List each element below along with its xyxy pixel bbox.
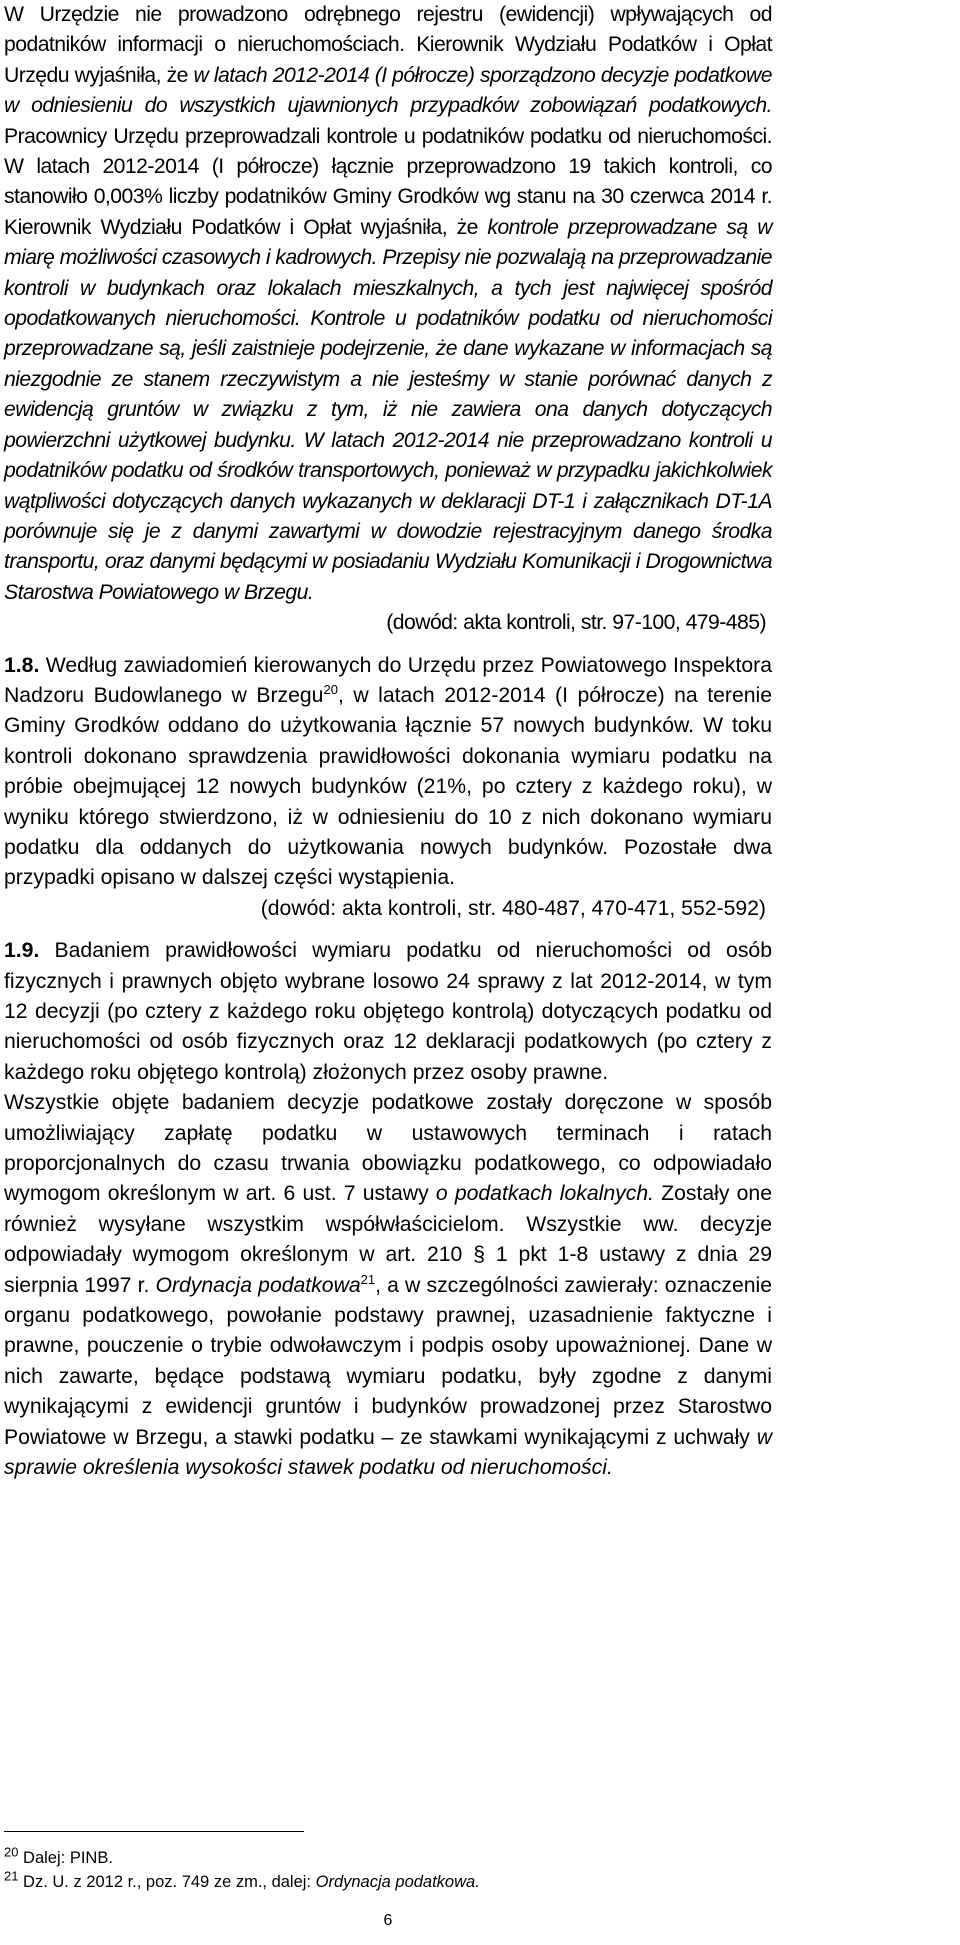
text: Według zawiadomień kierowanych do Urzędu przez Powiatowego Inspektora Nadzoru Budowlanego w Brzegu	[4, 653, 772, 707]
footnote-number: 20	[4, 1844, 19, 1860]
footnote-text: Dz. U. z 2012 r., poz. 749 ze zm., dalej:	[18, 1873, 316, 1891]
paragraph-1-8	[4, 651, 772, 894]
page-number: 6	[383, 1912, 393, 1929]
text: Badaniem prawidłowości wymiaru podatku od nieruchomości od osób fizycznych i prawnych objęto wybrane losowo 24 sprawy z lat 2012-2014, w tym 12 decyzji (po cztery z każdego roku objętego kontrolą) dotyczących podatku od nieruchomości od osób fizycznych oraz 12 deklaracji podatkowych (po cztery z każdego roku objętego kontrolą) złożonych przez osoby prawne.	[4, 939, 772, 1084]
text: , w latach 2012-2014 (I półrocze) na terenie Gminy Grodków oddano do użytkowania łącznie 57 nowych budynków. W toku kontroli dokonano sprawdzenia prawidłowości dokonania wymiaru podatku na próbie obejmującej 12 nowych budynków (21%, po cztery z każdego roku), w wyniku którego stwierdzono, iż w odniesieniu do 10 z nich dokonano wymiaru podatku dla oddanych do użytkowania nowych budynków. Pozostałe dwa przypadki opisano w dalszej części wystąpienia.	[4, 683, 772, 890]
paragraph-decisions	[4, 1088, 772, 1483]
text: Pracownicy Urzędu przeprowadzali kontrole u podatników podatku od nieruchomości. W latach 2012-2014 (I półrocze) łącznie przeprowadzono 19 takich kontroli, co stanowiło 0,003% liczby podatników Gminy Grodków wg stanu na 30 czerwca 2014 r. Kierownik Wydziału Podatków i Opłat wyjaśniła, że	[4, 124, 772, 239]
footnote-italic-text: Ordynacja podatkowa.	[315, 1873, 480, 1891]
footnote-ref: 20	[323, 681, 338, 697]
evidence-reference: (dowód: akta kontroli, str. 97-100, 479-485)	[386, 611, 766, 635]
italic-quote: W latach 2012-2014 nie przeprowadzano kontroli u podatników podatku od środków transportowych, ponieważ w przypadku jakichkolwiek wątpliwości dotyczących danych wykazanych w deklaracji DT-1 i załącznikach DT-1A porównuje się je z danymi zawartymi w dowodzie rejestracyjnym danego środka transportu, oraz danymi będącymi w posiadaniu Wydziału Komunikacji i Drogownictwa Starostwa Powiatowego w Brzegu.	[4, 428, 772, 604]
italic-text: Ordynacja podatkowa	[155, 1273, 361, 1297]
text	[296, 429, 304, 452]
section-number: 1.8.	[4, 653, 40, 677]
italic-quote: kontrole przeprowadzane są w miarę możliwości czasowych i kadrowych. Przepisy nie pozwalają na przeprowadzanie kontroli w budynkach oraz lokalach mieszkalnych, a tych jest najwięcej spośród opodatkowanych nieruchomości. Kontrole u podatników podatku od nieruchomości przeprowadzane są, jeśli zaistnieje podejrzenie, że dane wykazane w informacjach są niezgodnie ze stanem rzeczywistym a nie jesteśmy w stanie porównać danych z ewidencją gruntów w związku z tym, iż nie zawiera ona danych dotyczących powierzchni użytkowej budynku.	[4, 215, 773, 452]
italic-quote: w latach 2012-2014 (I półrocze) sporządzono decyzje podatkowe w odniesieniu do wszystkich ujawnionych przypadków zobowiązań podatkowych.	[4, 63, 772, 118]
footnote-separator	[4, 1831, 304, 1832]
text: Wszystkie objęte badaniem decyzje podatkowe zostały doręczone w sposób umożliwiający zapłatę podatku w ustawowych terminach i ratach proporcjonalnych do czasu trwania obowiązku podatkowego, co odpowiadało wymogom określonym w art. 6 ust. 7 ustawy	[4, 1091, 772, 1206]
italic-text: w sprawie określenia wysokości stawek podatku od nieruchomości.	[4, 1425, 772, 1480]
text: W Urzędzie nie prowadzono odrębnego rejestru (ewidencji) wpływających od podatników informacji o nieruchomościach. Kierownik Wydziału Podatków i Opłat Urzędu wyjaśniła, że	[4, 3, 772, 87]
footnote-20	[4, 1844, 113, 1868]
italic-text: o podatkach lokalnych.	[435, 1182, 654, 1206]
evidence-reference: (dowód: akta kontroli, str. 480-487, 470-471, 552-592)	[260, 896, 766, 920]
paragraph-1-9	[4, 936, 772, 1088]
section-number: 1.9.	[4, 939, 40, 963]
footnote-ref: 21	[360, 1271, 376, 1287]
text: , a w szczególności zawierały: oznaczenie organu podatkowego, powołanie podstawy prawnej, uzasadnienie faktyczne i prawne, pouczenie o trybie odwoławczym i podpis osoby upoważnionej. Dane w nich zawarte, będące podstawą wymiaru podatku, były zgodne z danymi wynikającymi z ewidencji gruntów i budynków prowadzonej przez Starostwo Powiatowe w Brzegu, a stawki podatku – ze stawkami wynikającymi z uchwały	[4, 1273, 772, 1449]
paragraph-registry-and-inspections	[4, 0, 772, 608]
document-page	[4, 0, 772, 1484]
text: Zostały one również wysyłane wszystkim współwłaścicielom. Wszystkie ww. decyzje odpowiadały wymogom określonym w art. 210 § 1 pkt 1-8 ustawy z dnia 29 sierpnia 1997 r.	[4, 1182, 772, 1297]
footnote-21	[4, 1868, 480, 1892]
footnote-number: 21	[4, 1868, 19, 1884]
footnote-text: Dalej: PINB.	[18, 1849, 113, 1867]
